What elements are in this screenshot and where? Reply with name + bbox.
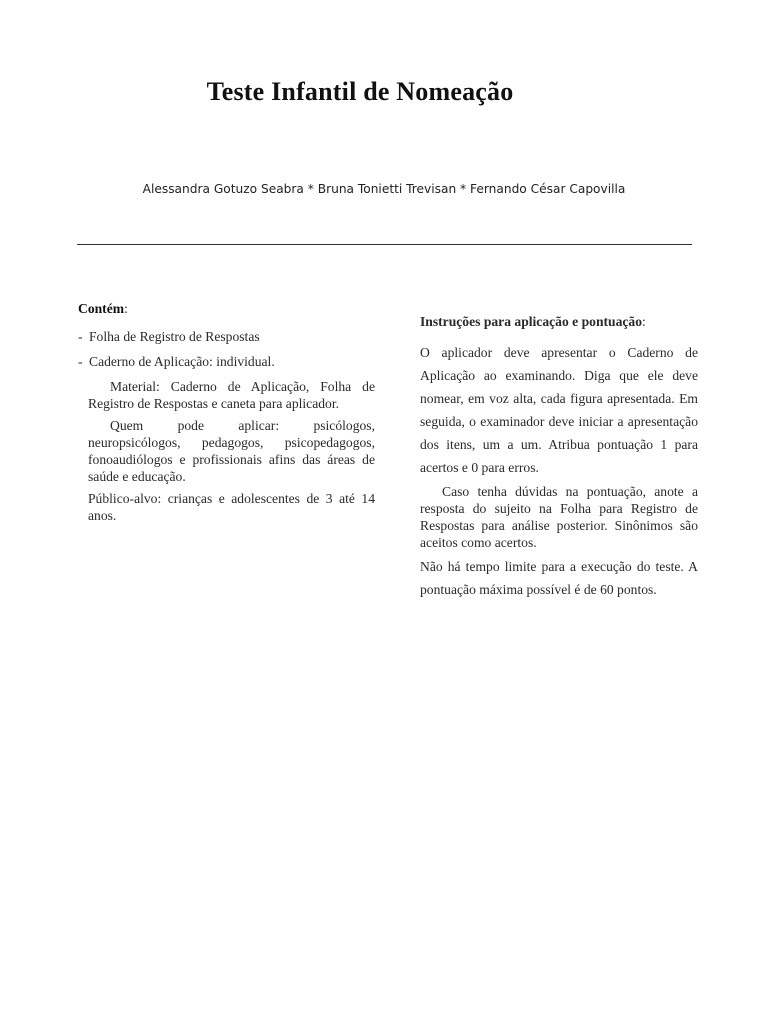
list-bullet: - xyxy=(78,354,83,369)
contents-column xyxy=(78,300,375,529)
contents-heading-label: Contém xyxy=(78,301,125,316)
contents-list xyxy=(78,328,375,370)
instructions-paragraph-2: Caso tenha dúvidas na pontuação, anote a resposta do sujeito na Folha para Registro de Respostas para análise posterior. Sinônimos são aceitos como acertos. xyxy=(420,484,698,550)
list-bullet: - xyxy=(78,329,83,344)
list-item xyxy=(78,353,375,370)
instructions-heading-colon: : xyxy=(642,314,646,329)
authors-line: Alessandra Gotuzo Seabra * Bruna Tonietti Trevisan * Fernando César Capovilla xyxy=(142,182,626,196)
contents-heading xyxy=(78,300,375,317)
document-title: Teste Infantil de Nomeação xyxy=(206,77,514,107)
instructions-heading-label: Instruções para aplicação e pontuação xyxy=(420,314,643,329)
target-audience-paragraph: Público-alvo: crianças e adolescentes de 3 até 14 anos. xyxy=(88,491,375,523)
contents-heading-colon: : xyxy=(124,301,128,316)
list-item-text: Caderno de Aplicação: individual. xyxy=(89,354,275,369)
who-can-apply-paragraph: Quem pode aplicar: psicólogos, neuropsicólogos, pedagogos, psicopedagogos, fonoaudiólogos e profissionais afins das áreas de saúde e educação. xyxy=(88,418,375,484)
material-paragraph: Material: Caderno de Aplicação, Folha de Registro de Respostas e caneta para aplicador. xyxy=(88,379,375,411)
instructions-paragraph-1: O aplicador deve apresentar o Caderno de Aplicação ao examinando. Diga que ele deve nomear, em voz alta, cada figura apresentada. Em seguida, o examinador deve iniciar a apresentação dos itens, um a um. Atribua pontuação 1 para acertos e 0 para erros. xyxy=(420,345,698,475)
instructions-column xyxy=(420,313,698,605)
list-item xyxy=(78,328,375,345)
instructions-paragraph-3: Não há tempo limite para a execução do teste. A pontuação máxima possível é de 60 pontos. xyxy=(420,559,698,597)
list-item-text: Folha de Registro de Respostas xyxy=(89,329,260,344)
horizontal-divider xyxy=(77,244,692,245)
instructions-heading xyxy=(420,313,698,330)
